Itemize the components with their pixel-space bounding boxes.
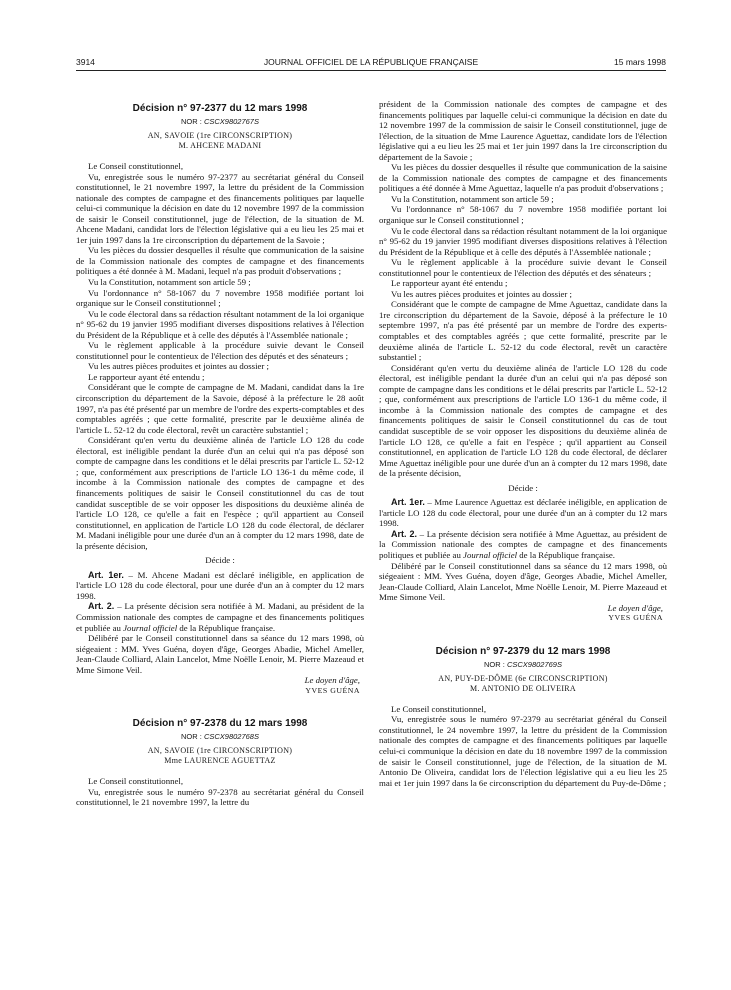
right-column bbox=[379, 99, 667, 788]
paragraph: Vu l'ordonnance n° 58-1067 du 7 novembre 1958 modifiée portant loi organique sur le Conseil constitutionnel ; bbox=[379, 204, 667, 226]
opening-line: Le Conseil constitutionnel, bbox=[88, 161, 184, 171]
header-rule bbox=[76, 70, 666, 71]
page-header bbox=[76, 57, 666, 71]
decision-97-2379 bbox=[379, 646, 667, 788]
paragraph: Vu le règlement applicable à la procédure suivie devant le Conseil constitutionnel pour le contentieux de l'élection des députés et des sénateurs ; bbox=[379, 257, 667, 278]
candidate-name: Mme LAURENCE AGUETTAZ bbox=[164, 756, 276, 766]
paragraph: Vu, enregistrée sous le numéro 97-2379 au secrétariat général du Conseil constitutionnel, le 24 novembre 1997, la lettre du président de la Commission nationale des comptes de campagne et des financements politiques par laquelle celui-ci communique la décision en date du 18 novembre 1997 de la commission de saisir le Conseil constitutionnel, juge de l'élection, de la situation de M. Antonio De Oliveira, candidat lors de l'élection législative qui a eu lieu les 25 mai et 1er juin 1997 dans la 6e circonscription du département du Puy-de-Dôme ; bbox=[379, 714, 667, 788]
nor-reference: NOR : CSCX9802768S bbox=[181, 732, 259, 742]
decision-title: Décision n° 97-2378 du 12 mars 1998 bbox=[132, 718, 308, 730]
paragraph: Vu le code électoral dans sa rédaction résultant notamment de la loi organique n° 95-62 du 19 janvier 1995 modifiant diverses dispositions relatives à l'élection du Président de la République et à celle des députés à l'Assemblée nationale ; bbox=[76, 308, 364, 340]
paragraph: Considérant qu'en vertu du deuxième alinéa de l'article LO 128 du code électoral, est inéligible pendant la durée d'un an celui qui n'a pas déposé son compte de campagne dans les conditions et le délai prescrits par l'article L. 52-12 ; que, conformément aux prescriptions de l'article LO 136-1 du même code, il incombe à la Commission nationale des comptes de campagne et des financements politiques de saisir le Conseil constitutionnel du cas de tout candidat susceptible de se voir opposer les dispositions du deuxième alinéa de l'article LO 128, ce qu'elle a fait en l'espèce ; qu'il appartient au Conseil constitutionnel, en application de l'article LO 128 du code électoral, de déclarer Mme Aguettaz inéligible pour une durée d'un an à compter du 12 mars 1998, date de la présente décision, bbox=[379, 362, 667, 479]
decision-97-2377 bbox=[76, 103, 364, 696]
paragraph: Vu la Constitution, notamment son article 59 ; bbox=[391, 193, 554, 204]
opening-line: Le Conseil constitutionnel, bbox=[391, 703, 487, 714]
paragraph: Considérant que le compte de campagne de Mme Aguettaz, candidate dans la 1re circonscription du département de la Savoie, déposé à la préfecture le 10 septembre 1997, n'a pas été présenté par un membre de l'ordre des experts-comptables et des comptables agréés ; que cette formalité, prescrite par le deuxième alinéa de l'article L. 52-12 du code électoral, revêt un caractère substantiel ; bbox=[379, 299, 667, 363]
article-1: Art. 1er. – Mme Laurence Aguettaz est déclarée inéligible, en application de l'article LO 128 du code électoral, pour une durée d'un an à compter du 12 mars 1998. bbox=[379, 497, 667, 529]
signature-role: Le doyen d'âge, bbox=[607, 602, 663, 613]
signature-name: YVES GUÉNA bbox=[608, 613, 663, 623]
paragraph: Considérant que le compte de campagne de M. Madani, candidat dans la 1re circonscription du département de la Savoie, déposé à la préfecture le 28 août 1997, n'a pas été présenté par un membre de l'ordre des experts-comptables et des comptables agréés ; que cette formalité, prescrite par le deuxième alinéa de l'article L. 52-12 du code électoral, revêt un caractère substantiel ; bbox=[76, 382, 364, 435]
constituency: AN, SAVOIE (1re CIRCONSCRIPTION) bbox=[147, 746, 293, 756]
paragraph: Vu le code électoral dans sa rédaction résultant notamment de la loi organique n° 95-62 du 19 janvier 1995 modifiant diverses dispositions relatives à l'élection du Président de la République et à celle des députés à l'Assemblée nationale ; bbox=[379, 225, 667, 257]
paragraph: Vu les pièces du dossier desquelles il résulte que communication de la saisine de la Commission nationale des comptes de campagne et des financements politiques a été donnée à M. Madani, lequel n'a pas produit d'observations ; bbox=[76, 245, 364, 277]
deliberation: Délibéré par le Conseil constitutionnel dans sa séance du 12 mars 1998, où siégeaient : MM. Yves Guéna, doyen d'âge, Georges Abadie, Michel Ameller, Jean-Claude Colliard, Alain Lancelot, Mme Noëlle Lenoir, M. Pierre Mazeaud et Mme Simone Veil. bbox=[379, 560, 667, 603]
candidate-name: M. ANTONIO DE OLIVEIRA bbox=[470, 683, 576, 693]
issue-date: 15 mars 1998 bbox=[614, 57, 666, 67]
nor-reference: NOR : CSCX9802769S bbox=[484, 659, 562, 669]
paragraph: Vu l'ordonnance n° 58-1067 du 7 novembre 1958 modifiée portant loi organique sur le Conseil constitutionnel ; bbox=[76, 287, 364, 309]
decision-97-2378-continued bbox=[379, 99, 667, 624]
paragraph: Vu la Constitution, notamment son article 59 ; bbox=[88, 277, 251, 288]
decision-title: Décision n° 97-2377 du 12 mars 1998 bbox=[132, 103, 308, 114]
opening-line: Le Conseil constitutionnel, bbox=[88, 776, 184, 787]
paragraph: Vu les autres pièces produites et jointes au dossier ; bbox=[391, 288, 572, 299]
left-column bbox=[76, 103, 364, 808]
page-number: 3914 bbox=[76, 57, 95, 67]
journal-title: JOURNAL OFFICIEL DE LA RÉPUBLIQUE FRANÇAISE bbox=[263, 57, 479, 67]
decide-heading: Décide : bbox=[508, 482, 538, 493]
article-1: Art. 1er. – M. Ahcene Madani est déclaré inéligible, en application de l'article LO 128 du code électoral, pour une durée d'un an à compter du 12 mars 1998. bbox=[76, 569, 364, 601]
paragraph: Le rapporteur ayant été entendu ; bbox=[88, 371, 205, 382]
candidate-name: M. AHCENE MADANI bbox=[178, 141, 262, 150]
paragraph: président de la Commission nationale des comptes de campagne et des financements politiques par laquelle celui-ci communique la décision en date du 12 novembre 1997 de la commission de saisir le Conseil constitutionnel, juge de l'élection, de la situation de Mme Laurence Aguettaz, candidate lors de l'élection législative qui a eu lieu les 25 mai et 1er juin 1997 dans la 1re circonscription du département de la Savoie ; bbox=[379, 99, 667, 162]
decision-97-2378 bbox=[76, 718, 364, 808]
paragraph: Vu les pièces du dossier desquelles il résulte que communication de la saisine de la Commission nationale des comptes de campagne et des financements politiques a été donnée à Mme Aguettaz, laquelle n'a pas produit d'observations ; bbox=[379, 162, 667, 194]
paragraph: Considérant qu'en vertu du deuxième alinéa de l'article LO 128 du code électoral, est inéligible pendant la durée d'un an celui qui n'a pas déposé son compte de campagne dans les conditions et le délai prescrits par l'article L. 52-12 ; que, conformément aux prescriptions de l'article LO 136-1 du même code, il incombe à la Commission nationale des comptes de campagne et des financements politiques de saisir le Conseil constitutionnel du cas de tout candidat susceptible de se voir opposer les dispositions du deuxième alinéa de l'article LO 128, ce qu'elle a fait en l'espèce ; qu'il appartient au Conseil constitutionnel, en application de l'article LO 128 du code électoral, de déclarer M. Madani inéligible pour une durée d'un an à compter du 12 mars 1998, date de la présente décision, bbox=[76, 435, 364, 551]
paragraph: Vu le règlement applicable à la procédure suivie devant le Conseil constitutionnel pour le contentieux de l'élection des députés et des sénateurs ; bbox=[76, 340, 364, 361]
decision-title: Décision n° 97-2379 du 12 mars 1998 bbox=[435, 645, 611, 657]
paragraph: Vu, enregistrée sous le numéro 97-2377 au secrétariat général du Conseil constitutionnel, le 21 novembre 1997, la lettre du président de la Commission nationale des comptes de campagne et des financements politiques par laquelle celui-ci communique la décision en date du 12 novembre 1997 de la commission de saisir le Conseil constitutionnel, juge de l'élection, de la situation de M. Ahcene Madani, candidat lors de l'élection législative qui a eu lieu les 25 mai et 1er juin 1997 dans la 1re circonscription du département de la Savoie ; bbox=[76, 171, 364, 245]
paragraph: Vu, enregistrée sous le numéro 97-2378 au secrétariat général du Conseil constitutionnel, le 21 novembre 1997, la lettre du bbox=[76, 786, 364, 808]
signature-name: YVES GUÉNA bbox=[305, 685, 360, 695]
constituency: AN, SAVOIE (1re CIRCONSCRIPTION) bbox=[147, 131, 293, 140]
article-2: Art. 2. – La présente décision sera notifiée à M. Madani, au président de la Commission nationale des comptes de campagne et des financements politiques et publiée au Journal officiel de la République française. bbox=[76, 601, 364, 633]
signature-role: Le doyen d'âge, bbox=[304, 675, 360, 686]
paragraph: Le rapporteur ayant été entendu ; bbox=[391, 278, 508, 289]
deliberation: Délibéré par le Conseil constitutionnel dans sa séance du 12 mars 1998, où siégeaient : MM. Yves Guéna, doyen d'âge, Georges Abadie, Michel Ameller, Jean-Claude Colliard, Alain Lancelot, Mme Noëlle Lenoir, M. Pierre Mazeaud et Mme Simone Veil. bbox=[76, 633, 364, 675]
decide-heading: Décide : bbox=[205, 555, 235, 566]
article-2: Art. 2. – La présente décision sera notifiée à Mme Aguettaz, au président de la Commission nationale des comptes de campagne et des financements politiques et publiée au Journal officiel de la République française. bbox=[379, 528, 667, 560]
paragraph: Vu les autres pièces produites et jointes au dossier ; bbox=[88, 361, 269, 372]
constituency: AN, PUY-DE-DÔME (6e CIRCONSCRIPTION) bbox=[438, 673, 608, 683]
nor-reference: NOR : CSCX9802767S bbox=[181, 117, 259, 126]
